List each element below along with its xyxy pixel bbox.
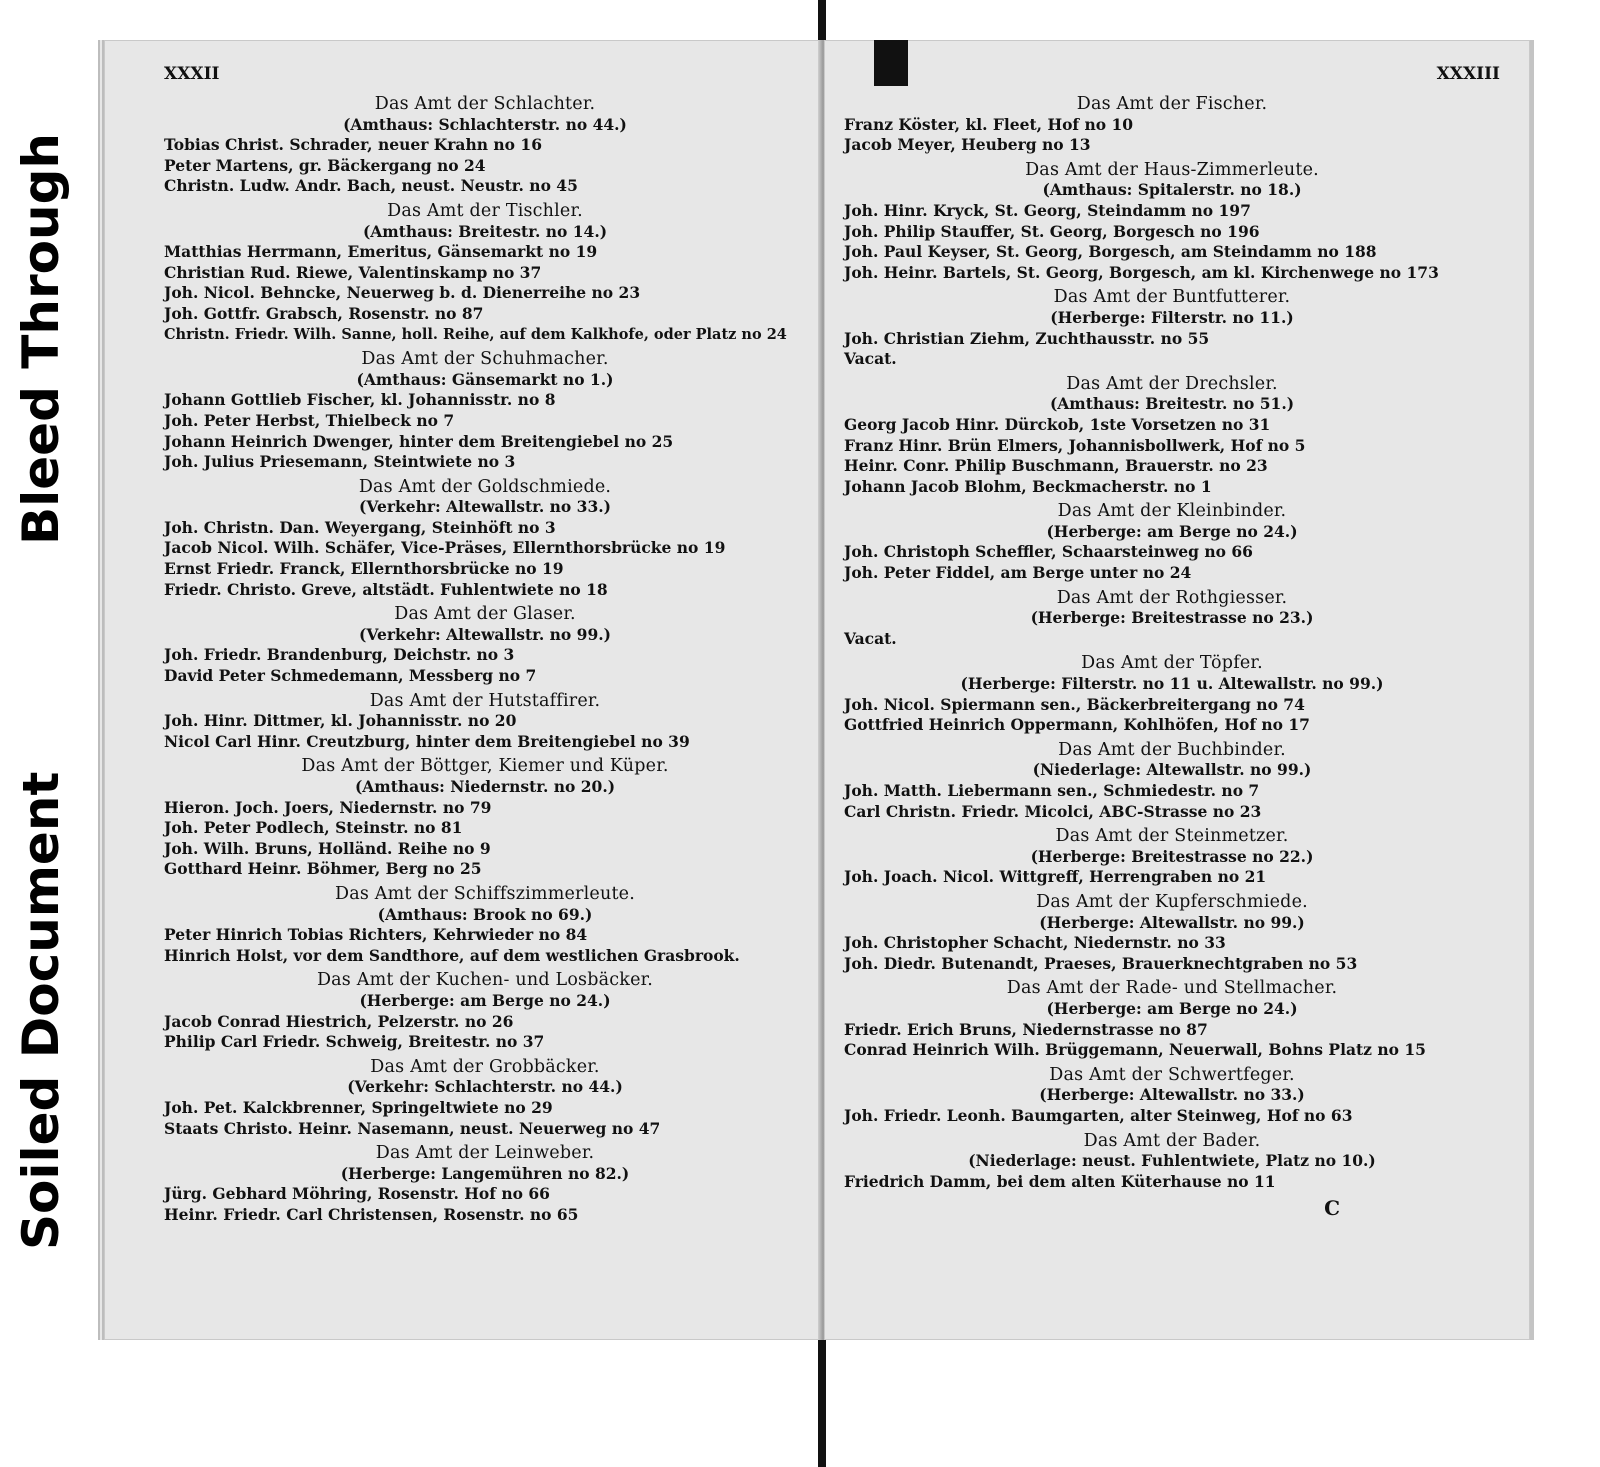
section-heading: Das Amt der Hutstaffirer. — [369, 690, 601, 711]
section-location: (Herberge: Breitestrasse no 23.) — [1030, 608, 1314, 628]
member-entry: Hieron. Joch. Joers, Niedernstr. no 79 — [164, 797, 492, 817]
page-number-right: XXXIII — [1436, 64, 1500, 84]
member-entry: Staats Christo. Heinr. Nasemann, neust. Neuerweg no 47 — [164, 1118, 661, 1138]
member-entry: Joh. Friedr. Brandenburg, Deichstr. no 3 — [164, 645, 515, 665]
section-location: (Herberge: Breitestrasse no 22.) — [1030, 846, 1314, 866]
section-heading: Das Amt der Schlachter. — [374, 94, 596, 114]
section-location: (Verkehr: Altewallstr. no 33.) — [359, 497, 611, 517]
section-heading: Das Amt der Fischer. — [1076, 94, 1268, 114]
member-entry: Joh. Pet. Kalckbrenner, Springeltwiete no 29 — [164, 1097, 553, 1117]
section-heading: Das Amt der Buchbinder. — [1058, 739, 1286, 760]
section-location: (Herberge: Langemühren no 82.) — [340, 1163, 630, 1183]
member-entry: David Peter Schmedemann, Messberg no 7 — [164, 666, 537, 686]
member-entry: Johann Gottlieb Fischer, kl. Johannisstr. no 8 — [164, 390, 556, 410]
section-location: (Herberge: Filterstr. no 11 u. Altewallstr. no 99.) — [960, 674, 1384, 694]
section-heading: Das Amt der Schiffszimmerleute. — [334, 883, 636, 904]
section-heading: Das Amt der Kleinbinder. — [1057, 501, 1287, 522]
member-entry: Joh. Christn. Dan. Weyergang, Steinhöft no 3 — [164, 517, 556, 537]
member-entry: Joh. Hinr. Kryck, St. Georg, Steindamm no 197 — [844, 200, 1251, 220]
section-location: (Amthaus: Schlachterstr. no 44.) — [343, 114, 627, 134]
member-entry: Conrad Heinrich Wilh. Brüggemann, Neuerwall, Bohns Platz no 15 — [844, 1040, 1426, 1060]
member-entry: Joh. Wilh. Bruns, Holländ. Reihe no 9 — [164, 838, 491, 858]
member-entry: Christian Rud. Riewe, Valentinskamp no 37 — [164, 262, 542, 282]
member-entry: Hinrich Holst, vor dem Sandthore, auf dem westlichen Grasbrook. — [164, 945, 740, 965]
member-entry: Joh. Christian Ziehm, Zuchthausstr. no 55 — [844, 328, 1210, 348]
member-entry: Ernst Friedr. Franck, Ellernthorsbrücke no 19 — [164, 559, 564, 579]
member-entry: Joh. Peter Podlech, Steinstr. no 81 — [164, 818, 463, 838]
signature-mark: C — [1324, 1196, 1340, 1221]
section-heading: Das Amt der Grobbäcker. — [370, 1056, 600, 1077]
section-location: (Amthaus: Gänsemarkt no 1.) — [356, 369, 614, 389]
section-heading: Das Amt der Bader. — [1083, 1130, 1261, 1151]
member-entry: Joh. Christoph Scheffler, Schaarsteinweg no 66 — [844, 542, 1253, 562]
section-location: (Verkehr: Altewallstr. no 99.) — [359, 624, 611, 644]
member-entry: Joh. Nicol. Behncke, Neuerweg b. d. Dienerreihe no 23 — [164, 283, 641, 303]
binding-clip — [874, 40, 908, 86]
section-heading: Das Amt der Glaser. — [394, 604, 576, 625]
member-entry: Matthias Herrmann, Emeritus, Gänsemarkt no 19 — [164, 242, 598, 262]
section-heading: Das Amt der Tischler. — [387, 200, 583, 221]
member-entry: Gottfried Heinrich Oppermann, Kohlhöfen, Hof no 17 — [844, 715, 1310, 735]
section-location: (Herberge: am Berge no 24.) — [359, 990, 611, 1010]
section-location: (Verkehr: Schlachterstr. no 44.) — [347, 1077, 623, 1097]
section-heading: Das Amt der Schuhmacher. — [361, 349, 609, 370]
member-entry: Jacob Nicol. Wilh. Schäfer, Vice-Präses, Ellernthorsbrücke no 19 — [164, 538, 726, 558]
member-entry: Joh. Peter Fiddel, am Berge unter no 24 — [844, 563, 1192, 583]
member-entry: Vacat. — [844, 349, 897, 369]
member-entry: Peter Martens, gr. Bäckergang no 24 — [164, 155, 486, 175]
member-entry: Heinr. Friedr. Carl Christensen, Rosenstr. no 65 — [164, 1204, 579, 1224]
member-entry: Philip Carl Friedr. Schweig, Breitestr. no 37 — [164, 1032, 545, 1052]
member-entry: Heinr. Conr. Philip Buschmann, Brauerstr. no 23 — [844, 456, 1268, 476]
member-entry: Friedr. Christo. Greve, altstädt. Fuhlentwiete no 18 — [164, 579, 608, 599]
section-heading: Das Amt der Haus-Zimmerleute. — [1025, 159, 1319, 180]
section-heading: Das Amt der Kuchen- und Losbäcker. — [316, 970, 654, 991]
member-entry: Tobias Christ. Schrader, neuer Krahn no 16 — [164, 135, 542, 155]
open-book — [98, 40, 1530, 1340]
member-entry: Gotthard Heinr. Böhmer, Berg no 25 — [164, 859, 482, 879]
left-page — [98, 40, 826, 1340]
section-location: (Niederlage: Altewallstr. no 99.) — [1032, 760, 1312, 780]
section-heading: Das Amt der Rothgiesser. — [1056, 587, 1288, 608]
member-entry: Jacob Meyer, Heuberg no 13 — [844, 135, 1091, 155]
section-heading: Das Amt der Drechsler. — [1066, 373, 1278, 394]
section-location: (Herberge: am Berge no 24.) — [1046, 998, 1298, 1018]
member-entry: Carl Christn. Friedr. Micolci, ABC-Strasse no 23 — [844, 801, 1262, 821]
member-entry: Joh. Nicol. Spiermann sen., Bäckerbreitergang no 74 — [844, 694, 1305, 714]
member-entry: Franz Köster, kl. Fleet, Hof no 10 — [844, 114, 1134, 134]
side-labels — [0, 0, 80, 1467]
member-entry: Joh. Hinr. Dittmer, kl. Johannisstr. no 20 — [164, 711, 517, 731]
member-entry: Joh. Paul Keyser, St. Georg, Borgesch, am Steindamm no 188 — [844, 242, 1377, 262]
section-heading: Das Amt der Leinweber. — [375, 1143, 595, 1164]
member-entry: Joh. Diedr. Butenandt, Praeses, Brauerknechtgraben no 53 — [844, 953, 1358, 973]
section-heading: Das Amt der Böttger, Kiemer und Küper. — [301, 756, 669, 777]
section-location: (Herberge: Altewallstr. no 33.) — [1039, 1085, 1305, 1105]
section-heading: Das Amt der Buntfutterer. — [1053, 287, 1291, 308]
left-page-content — [164, 64, 806, 1225]
member-entry: Peter Hinrich Tobias Richters, Kehrwieder no 84 — [164, 925, 588, 945]
section-heading: Das Amt der Rade- und Stellmacher. — [1006, 978, 1338, 999]
section-location: (Niederlage: neust. Fuhlentwiete, Platz no 10.) — [968, 1151, 1376, 1171]
section-location: (Amthaus: Breitestr. no 51.) — [1049, 394, 1295, 414]
section-location: (Amthaus: Spitalerstr. no 18.) — [1042, 180, 1302, 200]
member-entry: Jürg. Gebhard Möhring, Rosenstr. Hof no 66 — [164, 1184, 550, 1204]
section-location: (Amthaus: Brook no 69.) — [377, 904, 593, 924]
member-entry: Joh. Christopher Schacht, Niedernstr. no 33 — [844, 933, 1226, 953]
member-entry: Franz Hinr. Brün Elmers, Johannisbollwerk, Hof no 5 — [844, 435, 1306, 455]
page-number-left: XXXII — [164, 64, 220, 84]
section-location: (Amthaus: Breitestr. no 14.) — [362, 221, 608, 241]
member-entry: Jacob Conrad Hiestrich, Pelzerstr. no 26 — [164, 1011, 514, 1031]
soiled-document-label: Soiled Document — [12, 771, 70, 1250]
member-entry: Vacat. — [844, 628, 897, 648]
section-heading: Das Amt der Goldschmiede. — [358, 476, 612, 497]
member-entry: Joh. Matth. Liebermann sen., Schmiedestr. no 7 — [844, 781, 1260, 800]
section-heading: Das Amt der Töpfer. — [1081, 653, 1263, 674]
member-entry: Friedr. Erich Bruns, Niedernstrasse no 87 — [844, 1019, 1208, 1039]
member-entry: Georg Jacob Hinr. Dürckob, 1ste Vorsetzen no 31 — [844, 414, 1271, 434]
member-entry: Friedrich Damm, bei dem alten Küterhause no 11 — [844, 1171, 1276, 1191]
section-heading: Das Amt der Kupferschmiede. — [1036, 891, 1308, 912]
member-entry: Joh. Julius Priesemann, Steintwiete no 3 — [164, 452, 516, 472]
bleed-through-label: Bleed Through — [12, 133, 70, 545]
member-entry: Johann Heinrich Dwenger, hinter dem Breitengiebel no 25 — [164, 431, 674, 451]
member-entry: Joh. Friedr. Leonh. Baumgarten, alter Steinweg, Hof no 63 — [844, 1105, 1353, 1125]
section-location: (Herberge: am Berge no 24.) — [1046, 521, 1298, 541]
member-entry: Christn. Ludw. Andr. Bach, neust. Neustr. no 45 — [164, 176, 578, 196]
member-entry: Johann Jacob Blohm, Beckmacherstr. no 1 — [844, 476, 1212, 496]
member-entry: Christn. Friedr. Wilh. Sanne, holl. Reihe, auf dem Kalkhofe, oder Platz no 24 — [164, 325, 787, 343]
section-location: (Herberge: Altewallstr. no 99.) — [1039, 912, 1305, 932]
section-location: (Amthaus: Niedernstr. no 20.) — [354, 777, 616, 796]
member-entry: Nicol Carl Hinr. Creutzburg, hinter dem Breitengiebel no 39 — [164, 731, 690, 751]
member-entry: Joh. Joach. Nicol. Wittgreff, Herrengraben no 21 — [844, 867, 1267, 887]
member-entry: Joh. Heinr. Bartels, St. Georg, Borgesch, am kl. Kirchenwege no 173 — [844, 262, 1439, 282]
right-page-content — [844, 64, 1500, 1219]
right-page — [824, 40, 1534, 1340]
section-heading: Das Amt der Steinmetzer. — [1055, 826, 1289, 847]
member-entry: Joh. Gottfr. Grabsch, Rosenstr. no 87 — [164, 303, 484, 323]
section-location: (Herberge: Filterstr. no 11.) — [1050, 307, 1294, 327]
section-heading: Das Amt der Schwertfeger. — [1049, 1064, 1295, 1085]
member-entry: Joh. Philip Stauffer, St. Georg, Borgesch no 196 — [844, 221, 1260, 241]
member-entry: Joh. Peter Herbst, Thielbeck no 7 — [164, 410, 455, 430]
